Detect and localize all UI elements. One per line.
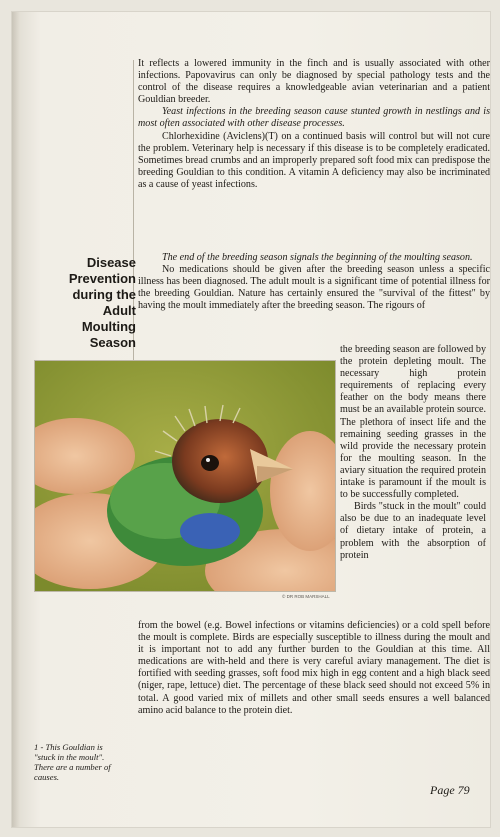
- paragraph-medications: No medications should be given after the breeding season unless a specific illness has been diagnosed. The adult moult is a significant time of potential illness for the breeding Gouldian. Nature has certainly ensured the "survival of the fittest" by having the moult immediately after the breeding season. The rigours of: [138, 264, 490, 312]
- main-text-moult: [138, 252, 490, 312]
- photo-caption: 1 - This Gouldian is "stuck in the moult". There are a number of causes.: [34, 742, 111, 782]
- paragraph-yeast-intro: Yeast infections in the breeding season cause stunted growth in nestlings and is most often associated with other disease processes.: [138, 106, 490, 130]
- section-heading: [62, 255, 136, 351]
- finch-illustration: [35, 361, 335, 591]
- paragraph-moult-intro: The end of the breeding season signals the beginning of the moulting season.: [162, 252, 473, 263]
- paragraph-stuck-moult: Birds "stuck in the moult" could also be due to an inadequate level of dietary intake of protein, a problem with the absorption of protein: [340, 501, 486, 561]
- heading-line: during the: [72, 287, 136, 302]
- paragraph-chlorhexidine: Chlorhexidine (Aviclens)(T) on a continued basis will control but will not cure the problem. Veterinary help is necessary if this disease is to be completely eradicated. Sometimes bread crumbs and an improperly prepared soft food mix can predispose the breeding Gouldian to this condition. A vitamin A deficiency may also be incriminated as a cause of yeast infections.: [138, 130, 490, 190]
- heading-line: Disease: [86, 255, 136, 270]
- wrapped-text-column: [340, 344, 486, 562]
- main-text-top: [138, 58, 490, 191]
- page-number: Page 79: [430, 783, 470, 797]
- heading-line: Season: [89, 335, 136, 350]
- heading-line: Moulting: [81, 319, 136, 334]
- main-text-bottom: [138, 620, 490, 717]
- heading-line: Prevention: [68, 271, 136, 286]
- page-binding: [12, 12, 20, 827]
- paragraph-papovavirus: It reflects a lowered immunity in the finch and is usually associated with other infections. Papovavirus can only be diagnosed by special pathology tests and the control of the disease requires a knowledgeable avian veterinarian and a patient Gouldian breeder.: [138, 58, 490, 106]
- paragraph-protein: the breeding season are followed by the protein depleting moult. The necessary high protein requirements of replacing every feather on the body means there must be an available protein source. The plethora of insect life and the remaining seeding grasses in the wild provide the necessary protein for the moulting season. In the aviary situation the required protein intake is paramount if the moult is to be successfully completed.: [340, 344, 486, 501]
- paragraph-bowel: from the bowel (e.g. Bowel infections or vitamins deficiencies) or a cold spell before the moult is complete. Birds are especially susceptible to illness during the moult and it is important not to add any further burden to the Gouldian at this time. All medications are with-held and there is very careful aviary management. The diet is fortified with seeding grasses, soft food mix high in egg content and a high black seed (niger, rape, lettuce) diet. The percentage of these black seed should not exceed 5% in total. A good varied mix of millets and other small seeds ensures a well balanced amino acid balance to the protein diet.: [138, 620, 490, 716]
- photo-credit: © DR ROB MARSHALL: [282, 594, 330, 599]
- heading-line: Adult: [102, 303, 136, 318]
- gouldian-finch-photo: [34, 360, 336, 592]
